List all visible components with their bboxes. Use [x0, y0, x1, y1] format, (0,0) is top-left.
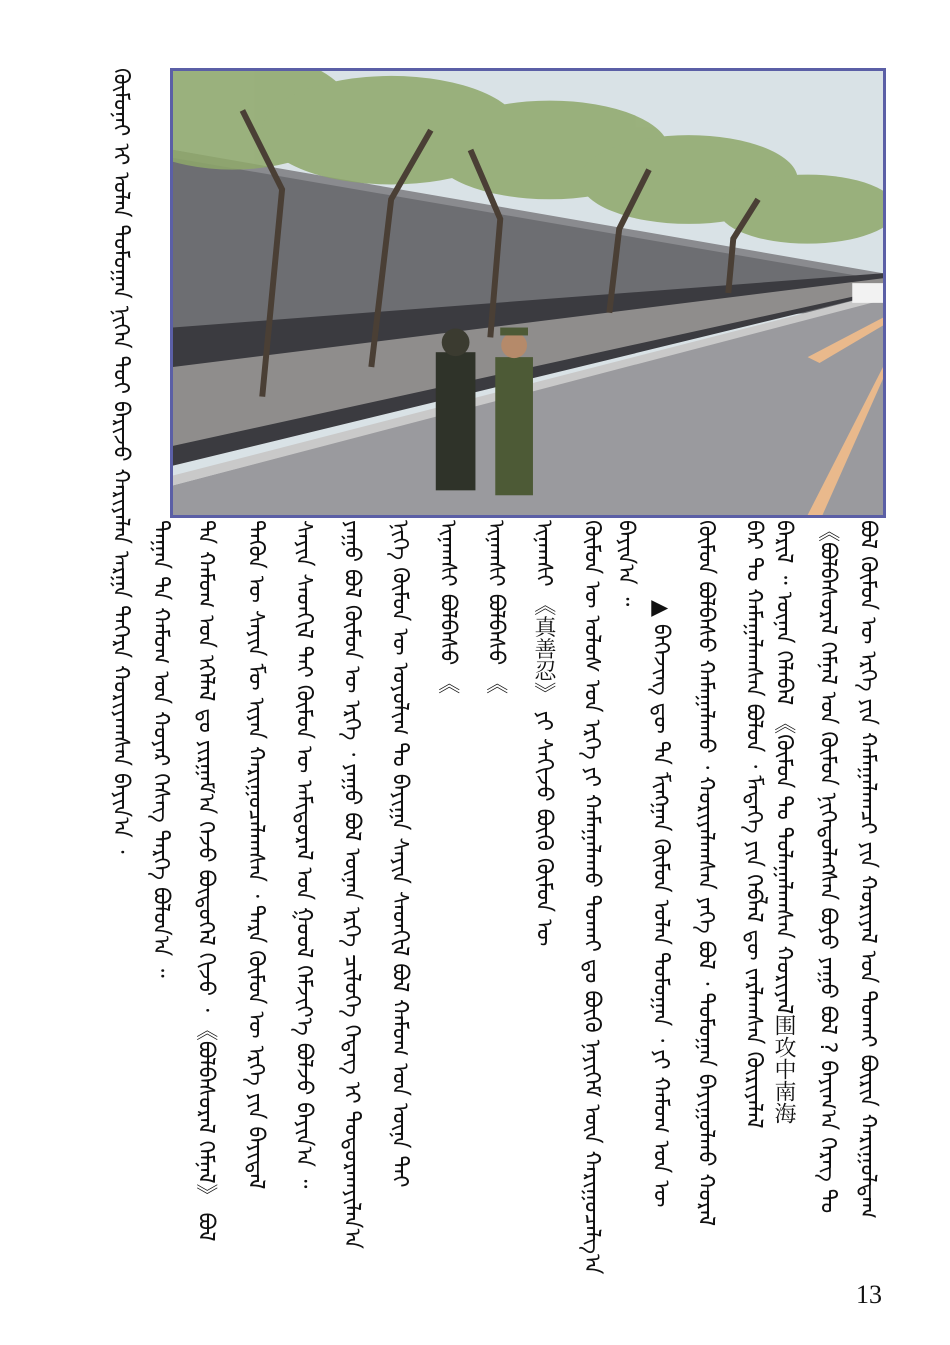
- text-column-10-part-b: 》 ᠶᠢ ᠰᠠᠬᠢᠵᠤ ᠪᠦᠬᠦ ᠬᠦᠮᠦᠨ ᠦ: [531, 681, 556, 947]
- page-number: 13: [856, 1280, 882, 1309]
- text-column-16: 《ᠪᠣᠯᠪᠠᠰᠤᠷᠠᠯ ᠬᠡᠮᠨᠡᠯ ᠤᠨ ᠬᠦᠮᠦᠨ ᠨᠢᠭᠡᠳᠦᠯᠡᠭᠰᠡᠨ ᠪᠤᠶᠤ ᠶᠠᠭᠤ ᠪᠣᠯ ? ᠪᠠᠶᠢᠭ᠎ᠠ ᠬᠡᠷᠡᠭ ᠲᠤ: [815, 520, 840, 1214]
- cjk-weigong-zhongnanhai: 围攻中南海: [771, 1014, 796, 1125]
- photo-caption: ▲ ᠪᠡᠭᠡᠵᠢᠩ ᠳᠦ ᠲᠠ ᠮᠢᠩᠭᠠᠨ ᠬᠦᠮᠦᠨ ᠣᠯᠠᠨ ᠲᠣᠮᠣᠭᠠᠨ ᠂ ᠶᠢ ᠬᠠᠮᠤᠭ ᠤᠨ ᠦ: [648, 600, 673, 1208]
- text-column-13: ᠬᠦᠮᠦᠨ ᠪᠤᠯᠪᠠᠰᠤ ᠬᠠᠮᠠᠭᠠᠯᠠᠬᠤ ᠂ ᠬᠣᠷᠢᠶᠠᠯᠠᠭᠰᠠᠨ ᠶᠡᠬᠡ ᠪᠣᠯ ᠂ ᠲᠣᠮᠣᠭᠠᠨ ᠪᠠᠶᠢᠭᠤᠯᠬᠤ ᠬᠤᠷᠠᠯ: [693, 520, 718, 1227]
- text-column-9-part-a: ᠢᠨᠠᠭᠰᠢ ᠪᠣᠯᠪᠠᠰᠤ 《: [483, 520, 508, 695]
- text-column-2: ᠳᠠᠭᠠᠨ ᠲᠠ ᠬᠠᠮᠤᠭ ᠤᠨ ᠬᠣᠶᠠᠷ ᠬᠡᠰᠡᠭ ᠲᠡᠷᠭᠡ ᠪᠣᠯᠤᠨ᠎ᠠ ᠃: [148, 520, 173, 978]
- text-column-11: ᠬᠦᠮᠦᠨ ᠦ ᠤᠯᠤᠰ ᠤᠨ ᠡᠷᠬᠡ ᠶᠢ ᠬᠠᠮᠠᠭᠠᠯᠠᠬᠤ ᠲᠤᠬᠠᠢ ᠳᠤ ᠪᠦᠬᠦ ᠨᠡᠶᠢᠭᠡᠮ ᠦᠨ ᠬᠠᠷᠢᠭᠤᠴᠠᠯᠭ᠎ᠠ: [579, 520, 604, 1275]
- text-column-7: ᠨᠢᠭᠡ ᠬᠦᠮᠦᠨ ᠦ ᠤᠶᠤᠯᠢᠭ ᠲᠤ ᠪᠠᠶᠢᠭᠠ ᠰᠠᠶᠢᠨ ᠰᠡᠳᠬᠢᠯ ᠪᠣᠯ ᠬᠠᠮᠤᠭ ᠤᠨ ᠦᠨᠡ ᠲᠡᠢ: [387, 520, 412, 1188]
- text-column-15: [768, 520, 798, 1310]
- text-column-4: ᠲᠡᠭᠦᠨ ᠦ ᠰᠠᠶᠢᠨ ᠮᠦ ᠢᠶᠡᠨ ᠬᠠᠷᠢᠭᠤᠴᠠᠯᠠᠭᠰᠠᠨ ᠂ ᠲᠡᠷᠡ ᠬᠦᠮᠦᠨ ᠦ ᠡᠷᠬᠡ ᠶᠢᠨ ᠪᠠᠶᠢᠳᠠᠯ: [243, 520, 268, 1190]
- text-column-12: ᠪᠠᠶᠢᠨ᠎ᠠ ᠃: [613, 520, 638, 607]
- text-column-5: ᠰᠠᠶᠢᠨ ᠰᠡᠳᠬᠢᠯ ᠲᠡᠢ ᠬᠦᠮᠦᠨ ᠦ ᠠᠮᠢᠳᠤᠷᠠᠯ ᠤᠨ ᠭᠣᠣᠯ ᠬᠡᠮᠵᠢᠶ᠎ᠡ ᠪᠣᠯᠵᠤ ᠪᠠᠶᠢᠨ᠎ᠠ ᠃: [291, 520, 316, 1189]
- street-crowd-image: [173, 71, 883, 515]
- text-column-8: ᠢᠨᠠᠭᠰᠢ ᠪᠣᠯᠪᠠᠰᠤ 《: [435, 520, 460, 695]
- cjk-zhen-shan-ren: 真善忍: [531, 615, 556, 682]
- text-column-17: ᠪᠣᠯ ᠬᠦᠮᠦᠨ ᠦ ᠡᠷᠬᠡ ᠶᠢᠨ ᠬᠠᠮᠠᠭᠠᠯᠠᠭᠴᠢ ᠶᠢᠨ ᠬᠣᠷᠢᠶᠠᠯ ᠤᠨ ᠲᠤᠬᠠᠢ ᠪᠦᠷᠢᠨ ᠬᠠᠷᠢᠭᠤᠯᠳᠠᠭ: [855, 520, 880, 1219]
- text-column-3: ᠲᠠ ᠬᠠᠮᠤᠭ ᠤᠨ ᠡᠬᠡᠯᠡᠯ ᠳᠤ ᠶᠢᠷᠭᠠᠮ᠎ᠠ ᠭᠡᠵᠦ ᠪᠦᠲᠦᠭᠡᠯ ᠬᠢᠵᠦ ᠂ 《ᠪᠤᠯᠪᠠᠰᠤᠷᠠᠯ ᠬᠡᠮᠨᠡᠯ》 ᠪᠣᠯ: [193, 520, 218, 1242]
- protest-photo: [170, 68, 886, 518]
- text-column-15-part-a: ᠪᠠᠷᠢᠯ ᠃ ᠦᠨᠡᠨ ᠬᠡᠯᠡᠪᠡᠯ 《ᠬᠦᠮᠦᠨ ᠲᠤ ᠲᠤᠯᠠᠭᠠᠯᠠᠭᠰᠠᠨ ᠬᠣᠷᠢᠶᠠᠯ: [771, 520, 796, 1015]
- text-column-10-part-a: ᠢᠨᠠᠭᠰᠢ 《: [531, 520, 556, 616]
- text-column-14: ᠪᠡᠷ ᠲᠤ ᠬᠠᠮᠠᠭᠠᠯᠠᠭᠰᠠᠨ ᠪᠣᠯᠤᠨ ᠂ ᠮᠡᠳᠡᠭᠡ ᠶᠢᠨ ᠬᠡᠪᠯᠡᠯ ᠳᠦ ᠵᠠᠷᠯᠠᠭᠰᠠᠨ ᠬᠦᠷᠢᠶᠡᠯᠡᠯ: [741, 520, 766, 1129]
- text-column-10: [528, 520, 558, 1310]
- text-column-1: ᠬᠦᠮᠦᠨᠡᠶ ᠢ ᠣᠯᠠᠨ ᠲᠣᠮᠣᠭᠠᠨ ᠨᠢᠭᠡᠨ ᠲᠣᠢ ᠪᠠᠷᠢᠵᠤ ᠬᠠᠷᠢᠶᠠᠯᠠᠨ ᠠᠷᠭᠠ ᠳᠡᠭᠡᠷᠡ ᠬᠤᠷᠢᠶᠠᠭᠰᠠᠨ ᠪᠠᠶᠢᠨ᠎ᠠ ᠂: [108, 68, 133, 854]
- text-column-9: [480, 520, 510, 1310]
- text-column-6: ᠶᠠᠭᠤ ᠪᠣᠯ ᠬᠦᠮᠦᠨ ᠦ ᠡᠷᠬᠡ ᠂ ᠶᠠᠭᠤ ᠪᠣᠯ ᠦᠨᠡᠨ ᠡᠷᠬᠡ ᠴᠢᠯᠦᠭᠡ ᠭᠡᠳᠡᠭ ᠢ ᠲᠣᠳᠤᠷᠬᠠᠶᠢᠯᠠᠨ᠎ᠠ: [339, 520, 364, 1249]
